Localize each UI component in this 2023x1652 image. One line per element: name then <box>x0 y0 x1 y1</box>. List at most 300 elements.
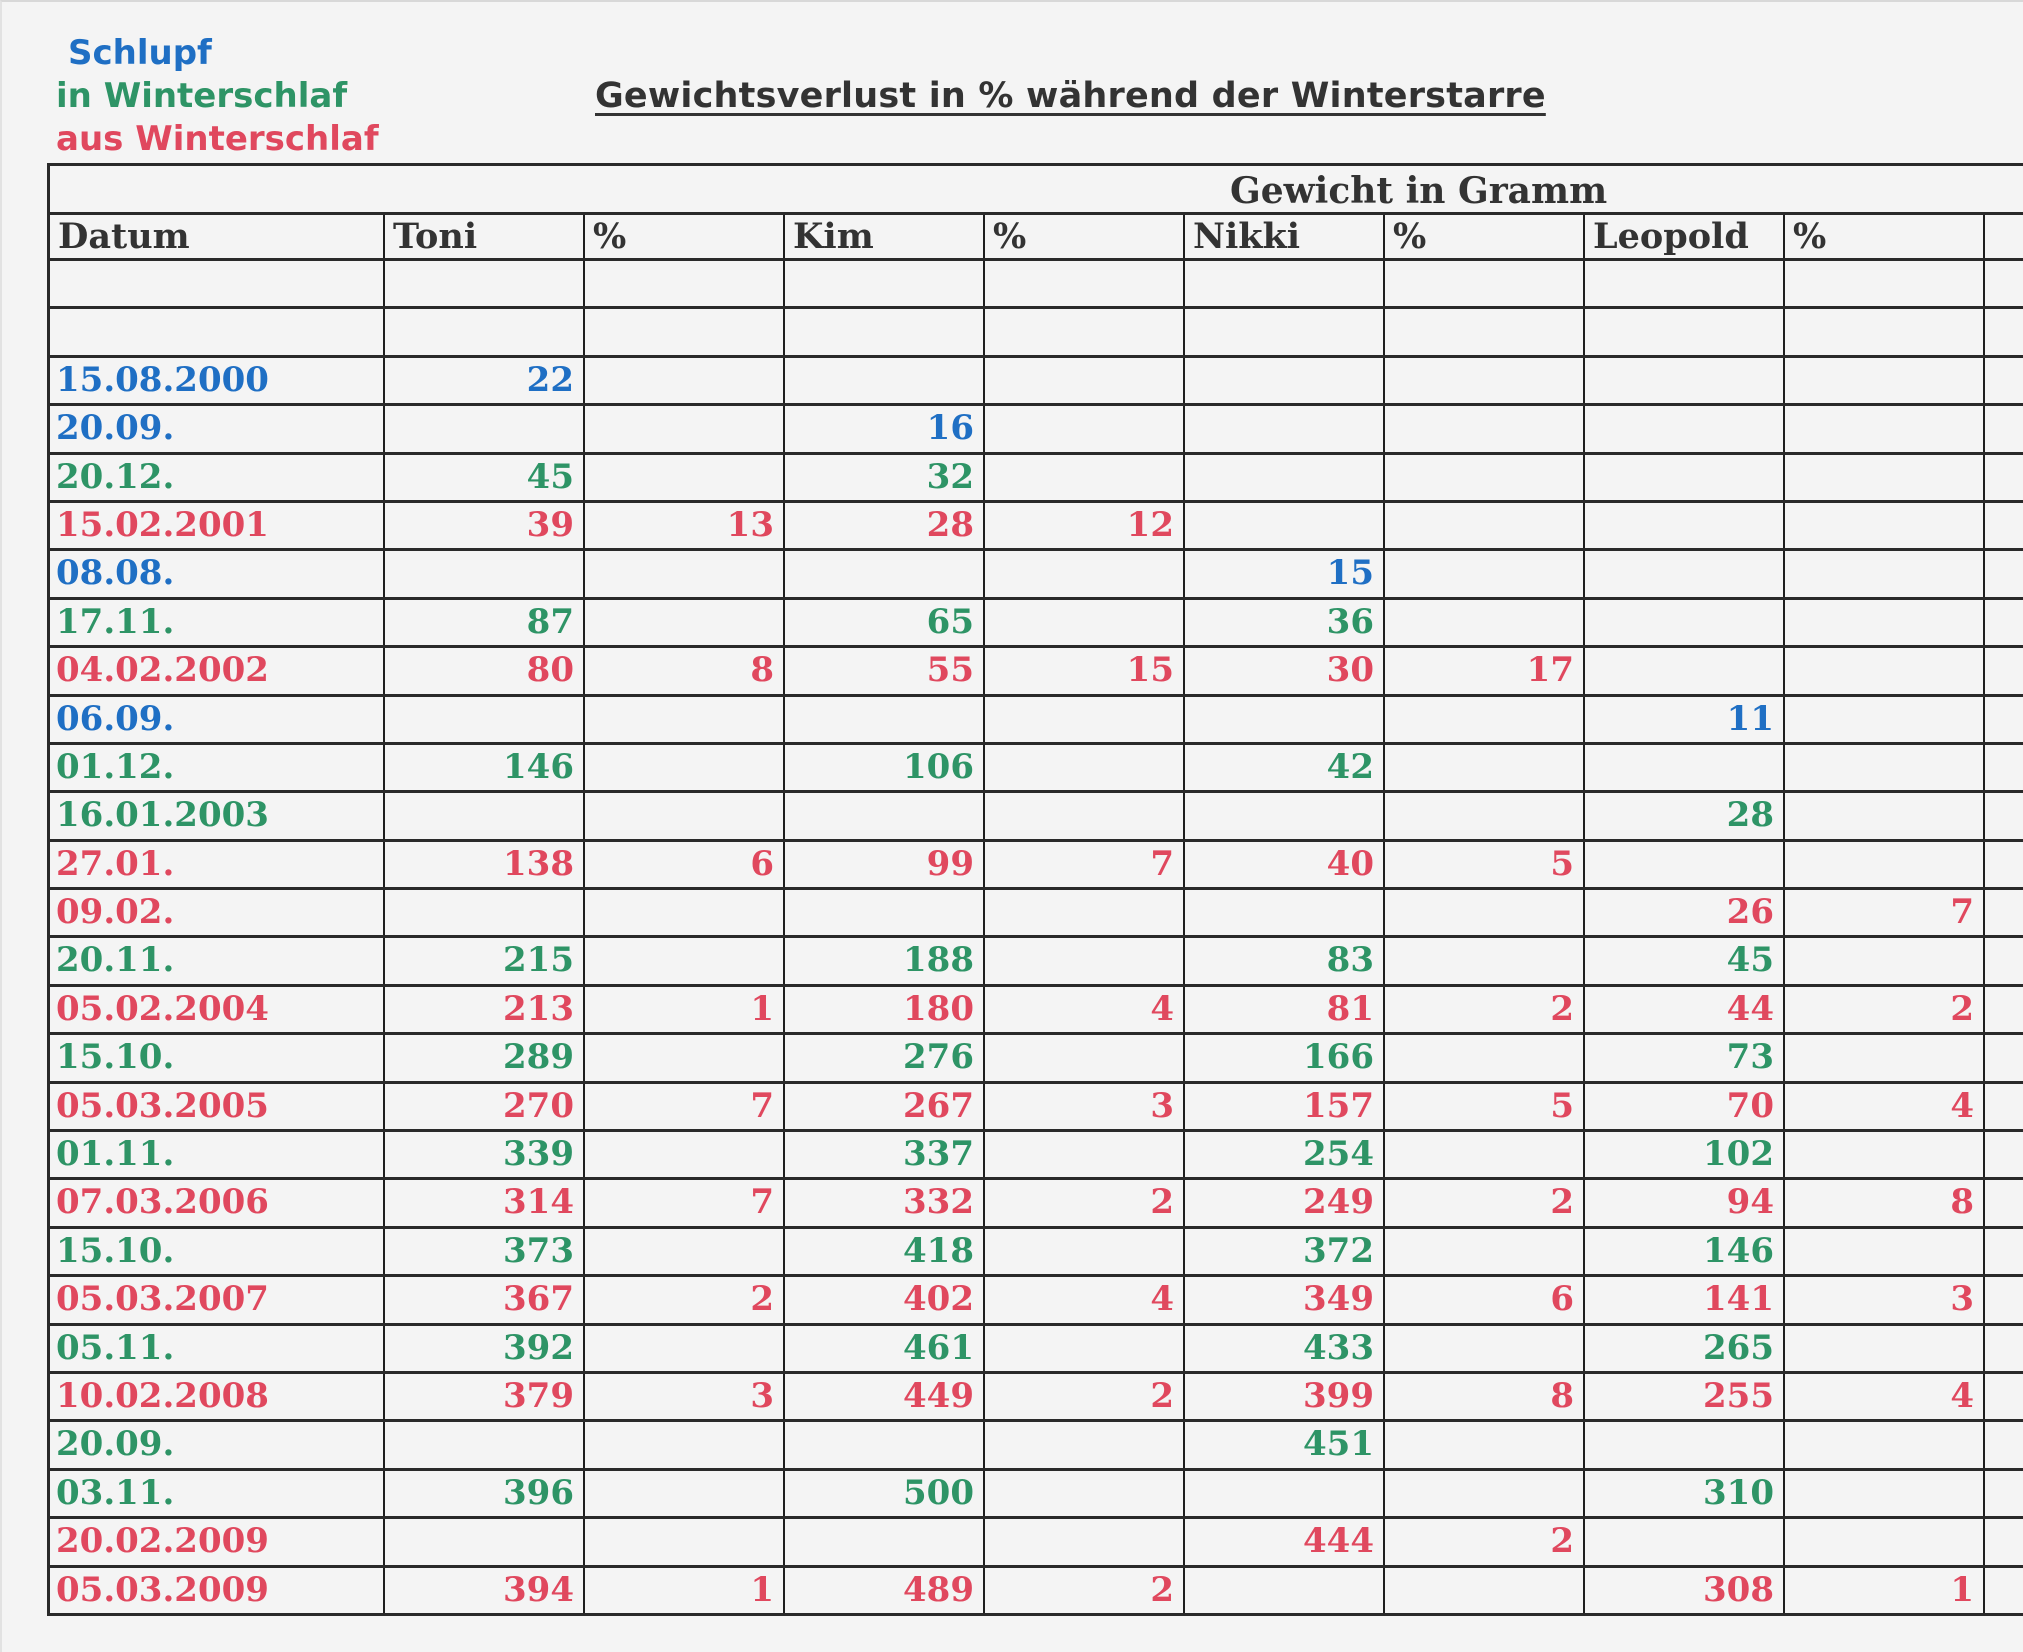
cell-leopold-percent <box>1785 455 1985 500</box>
cell-extra <box>1985 1180 2023 1225</box>
cell-kim-percent <box>985 455 1185 500</box>
cell-kim <box>785 551 985 596</box>
cell-extra <box>1985 1374 2023 1419</box>
cell-toni: 289 <box>385 1035 585 1080</box>
cell-datum: 05.11. <box>50 1326 385 1371</box>
cell-leopold: 146 <box>1585 1229 1785 1274</box>
cell-nikki: 15 <box>1185 551 1385 596</box>
cell-extra <box>1985 745 2023 790</box>
cell-kim-percent <box>985 793 1185 838</box>
cell-extra <box>1985 697 2023 742</box>
cell-extra <box>1985 1568 2023 1613</box>
table-row <box>50 1326 2023 1374</box>
table-row <box>50 1132 2023 1180</box>
cell-leopold-percent: 4 <box>1785 1084 1985 1129</box>
table-header-row <box>50 215 2023 261</box>
cell-toni-percent <box>585 455 785 500</box>
table-row <box>50 309 2023 357</box>
cell-toni-percent: 8 <box>585 648 785 693</box>
cell-kim-percent <box>985 261 1185 306</box>
table-row <box>50 455 2023 503</box>
cell-nikki-percent <box>1385 358 1585 403</box>
cell-leopold-percent: 8 <box>1785 1180 1985 1225</box>
cell-leopold <box>1585 406 1785 451</box>
cell-toni-percent <box>585 1326 785 1371</box>
cell-nikki-percent <box>1385 503 1585 548</box>
cell-datum: 05.02.2004 <box>50 987 385 1032</box>
cell-kim-percent <box>985 309 1185 354</box>
cell-leopold: 94 <box>1585 1180 1785 1225</box>
cell-toni-percent: 1 <box>585 987 785 1032</box>
cell-kim: 418 <box>785 1229 985 1274</box>
cell-toni: 270 <box>385 1084 585 1129</box>
cell-datum: 10.02.2008 <box>50 1374 385 1419</box>
cell-nikki-percent <box>1385 551 1585 596</box>
column-header-kim: Kim <box>785 215 985 258</box>
cell-nikki-percent: 17 <box>1385 648 1585 693</box>
cell-leopold-percent <box>1785 1422 1985 1467</box>
cell-toni <box>385 261 585 306</box>
cell-nikki-percent: 5 <box>1385 1084 1585 1129</box>
cell-toni: 87 <box>385 600 585 645</box>
cell-toni: 392 <box>385 1326 585 1371</box>
cell-toni: 339 <box>385 1132 585 1177</box>
cell-toni-percent <box>585 1519 785 1564</box>
cell-extra <box>1985 261 2023 306</box>
cell-kim: 402 <box>785 1277 985 1322</box>
cell-nikki-percent <box>1385 1568 1585 1613</box>
cell-kim-percent <box>985 697 1185 742</box>
cell-nikki: 40 <box>1185 842 1385 887</box>
cell-leopold: 102 <box>1585 1132 1785 1177</box>
cell-leopold-percent <box>1785 503 1985 548</box>
cell-datum: 17.11. <box>50 600 385 645</box>
cell-extra <box>1985 358 2023 403</box>
cell-nikki-percent <box>1385 745 1585 790</box>
cell-datum: 05.03.2009 <box>50 1568 385 1613</box>
cell-nikki: 30 <box>1185 648 1385 693</box>
table-row <box>50 987 2023 1035</box>
cell-leopold: 70 <box>1585 1084 1785 1129</box>
cell-nikki-percent <box>1385 1326 1585 1371</box>
cell-leopold-percent <box>1785 551 1985 596</box>
cell-kim-percent: 3 <box>985 1084 1185 1129</box>
cell-toni: 394 <box>385 1568 585 1613</box>
cell-extra <box>1985 842 2023 887</box>
cell-nikki <box>1185 455 1385 500</box>
cell-toni: 146 <box>385 745 585 790</box>
cell-leopold-percent: 2 <box>1785 987 1985 1032</box>
cell-datum: 03.11. <box>50 1471 385 1516</box>
cell-toni: 45 <box>385 455 585 500</box>
cell-leopold-percent: 4 <box>1785 1374 1985 1419</box>
cell-kim-percent: 2 <box>985 1374 1185 1419</box>
cell-nikki <box>1185 793 1385 838</box>
cell-nikki: 36 <box>1185 600 1385 645</box>
cell-kim <box>785 697 985 742</box>
cell-toni <box>385 1519 585 1564</box>
cell-leopold <box>1585 1422 1785 1467</box>
cell-leopold: 26 <box>1585 890 1785 935</box>
table-row <box>50 406 2023 454</box>
cell-nikki-percent: 2 <box>1385 987 1585 1032</box>
cell-leopold-percent <box>1785 1035 1985 1080</box>
cell-kim-percent <box>985 1326 1185 1371</box>
cell-toni-percent: 7 <box>585 1084 785 1129</box>
cell-kim <box>785 261 985 306</box>
table-row <box>50 1229 2023 1277</box>
cell-nikki-percent <box>1385 890 1585 935</box>
table-row <box>50 648 2023 696</box>
table-row <box>50 358 2023 406</box>
cell-kim: 99 <box>785 842 985 887</box>
cell-extra <box>1985 890 2023 935</box>
cell-leopold-percent <box>1785 406 1985 451</box>
cell-nikki: 372 <box>1185 1229 1385 1274</box>
cell-toni-percent <box>585 1132 785 1177</box>
cell-toni: 80 <box>385 648 585 693</box>
cell-nikki-percent <box>1385 261 1585 306</box>
table-row <box>50 1277 2023 1325</box>
cell-datum <box>50 261 385 306</box>
cell-toni-percent <box>585 1035 785 1080</box>
cell-kim: 337 <box>785 1132 985 1177</box>
cell-kim-percent <box>985 1471 1185 1516</box>
cell-leopold-percent <box>1785 1326 1985 1371</box>
cell-datum: 20.02.2009 <box>50 1519 385 1564</box>
cell-extra <box>1985 406 2023 451</box>
cell-kim: 332 <box>785 1180 985 1225</box>
table-row <box>50 1519 2023 1567</box>
cell-nikki: 249 <box>1185 1180 1385 1225</box>
cell-extra <box>1985 938 2023 983</box>
table-row <box>50 890 2023 938</box>
column-header-leopold-percent: % <box>1785 215 1985 258</box>
cell-toni-percent: 6 <box>585 842 785 887</box>
cell-kim: 180 <box>785 987 985 1032</box>
cell-nikki-percent: 2 <box>1385 1180 1585 1225</box>
cell-toni <box>385 309 585 354</box>
cell-nikki: 349 <box>1185 1277 1385 1322</box>
cell-nikki-percent <box>1385 697 1585 742</box>
cell-nikki-percent <box>1385 793 1585 838</box>
table-row <box>50 745 2023 793</box>
cell-toni-percent <box>585 697 785 742</box>
column-header-extra <box>1985 215 2023 258</box>
cell-kim-percent: 4 <box>985 987 1185 1032</box>
cell-leopold-percent <box>1785 648 1985 693</box>
cell-toni: 379 <box>385 1374 585 1419</box>
cell-toni <box>385 551 585 596</box>
cell-kim: 267 <box>785 1084 985 1129</box>
cell-nikki <box>1185 1568 1385 1613</box>
cell-kim-percent: 4 <box>985 1277 1185 1322</box>
cell-kim-percent: 2 <box>985 1568 1185 1613</box>
column-header-toni-percent: % <box>585 215 785 258</box>
cell-kim-percent <box>985 1035 1185 1080</box>
cell-leopold <box>1585 309 1785 354</box>
cell-nikki-percent <box>1385 1132 1585 1177</box>
cell-nikki-percent: 8 <box>1385 1374 1585 1419</box>
table-row <box>50 1084 2023 1132</box>
legend-item-in-winterschlaf: in Winterschlaf <box>56 76 348 116</box>
cell-nikki <box>1185 358 1385 403</box>
cell-extra <box>1985 648 2023 693</box>
cell-nikki-percent: 6 <box>1385 1277 1585 1322</box>
column-header-nikki: Nikki <box>1185 215 1385 258</box>
cell-leopold-percent <box>1785 600 1985 645</box>
table-row <box>50 1471 2023 1519</box>
table-row <box>50 697 2023 745</box>
cell-nikki <box>1185 890 1385 935</box>
column-header-nikki-percent: % <box>1385 215 1585 258</box>
cell-nikki <box>1185 406 1385 451</box>
cell-nikki: 83 <box>1185 938 1385 983</box>
cell-extra <box>1985 793 2023 838</box>
cell-extra <box>1985 1326 2023 1371</box>
cell-leopold-percent <box>1785 1519 1985 1564</box>
table-row <box>50 1035 2023 1083</box>
cell-kim: 106 <box>785 745 985 790</box>
cell-extra <box>1985 1519 2023 1564</box>
cell-kim-percent <box>985 600 1185 645</box>
cell-nikki-percent <box>1385 600 1585 645</box>
cell-datum: 07.03.2006 <box>50 1180 385 1225</box>
cell-kim: 276 <box>785 1035 985 1080</box>
cell-kim-percent <box>985 358 1185 403</box>
cell-nikki-percent <box>1385 455 1585 500</box>
cell-datum: 08.08. <box>50 551 385 596</box>
cell-kim-percent <box>985 1132 1185 1177</box>
table-row <box>50 600 2023 648</box>
legend-item-aus-winterschlaf: aus Winterschlaf <box>56 119 379 159</box>
cell-extra <box>1985 987 2023 1032</box>
cell-toni-percent: 2 <box>585 1277 785 1322</box>
cell-toni-percent <box>585 1471 785 1516</box>
cell-toni <box>385 1422 585 1467</box>
group-header-label: Gewicht in Gramm <box>1230 170 1608 212</box>
cell-extra <box>1985 309 2023 354</box>
cell-leopold <box>1585 503 1785 548</box>
cell-datum: 01.12. <box>50 745 385 790</box>
cell-extra <box>1985 1422 2023 1467</box>
cell-datum: 15.08.2000 <box>50 358 385 403</box>
cell-toni-percent <box>585 938 785 983</box>
cell-kim: 449 <box>785 1374 985 1419</box>
cell-leopold <box>1585 1519 1785 1564</box>
cell-leopold: 11 <box>1585 697 1785 742</box>
cell-kim: 188 <box>785 938 985 983</box>
cell-datum: 20.09. <box>50 406 385 451</box>
cell-toni: 373 <box>385 1229 585 1274</box>
cell-leopold: 308 <box>1585 1568 1785 1613</box>
cell-datum: 01.11. <box>50 1132 385 1177</box>
cell-toni: 39 <box>385 503 585 548</box>
color-legend <box>56 32 379 161</box>
cell-nikki <box>1185 697 1385 742</box>
cell-datum: 20.12. <box>50 455 385 500</box>
cell-datum: 09.02. <box>50 890 385 935</box>
cell-toni-percent <box>585 793 785 838</box>
document-title: Gewichtsverlust in % während der Winterstarre <box>595 76 1546 116</box>
cell-kim: 65 <box>785 600 985 645</box>
table-row <box>50 261 2023 309</box>
weight-table <box>47 163 2023 1616</box>
table-row <box>50 1374 2023 1422</box>
cell-leopold: 141 <box>1585 1277 1785 1322</box>
cell-toni <box>385 406 585 451</box>
cell-extra <box>1985 600 2023 645</box>
cell-nikki <box>1185 261 1385 306</box>
cell-datum: 27.01. <box>50 842 385 887</box>
cell-extra <box>1985 1035 2023 1080</box>
cell-leopold <box>1585 551 1785 596</box>
cell-kim <box>785 890 985 935</box>
cell-extra <box>1985 503 2023 548</box>
cell-nikki-percent <box>1385 1471 1585 1516</box>
cell-toni-percent: 13 <box>585 503 785 548</box>
cell-extra <box>1985 1277 2023 1322</box>
cell-datum <box>50 309 385 354</box>
cell-leopold-percent <box>1785 793 1985 838</box>
cell-leopold-percent: 7 <box>1785 890 1985 935</box>
cell-leopold-percent <box>1785 309 1985 354</box>
cell-leopold-percent <box>1785 358 1985 403</box>
cell-toni-percent <box>585 600 785 645</box>
cell-kim-percent: 12 <box>985 503 1185 548</box>
cell-toni-percent <box>585 261 785 306</box>
cell-datum: 16.01.2003 <box>50 793 385 838</box>
cell-nikki: 399 <box>1185 1374 1385 1419</box>
cell-kim-percent: 7 <box>985 842 1185 887</box>
cell-toni <box>385 793 585 838</box>
cell-nikki-percent <box>1385 309 1585 354</box>
cell-toni: 396 <box>385 1471 585 1516</box>
cell-nikki-percent <box>1385 1035 1585 1080</box>
cell-toni-percent <box>585 309 785 354</box>
cell-nikki <box>1185 309 1385 354</box>
cell-extra <box>1985 1132 2023 1177</box>
cell-leopold <box>1585 745 1785 790</box>
cell-nikki-percent <box>1385 1422 1585 1467</box>
cell-toni: 138 <box>385 842 585 887</box>
cell-leopold-percent <box>1785 1229 1985 1274</box>
cell-datum: 05.03.2005 <box>50 1084 385 1129</box>
column-header-kim-percent: % <box>985 215 1185 258</box>
cell-nikki: 42 <box>1185 745 1385 790</box>
cell-nikki-percent: 5 <box>1385 842 1585 887</box>
cell-extra <box>1985 1471 2023 1516</box>
cell-datum: 15.02.2001 <box>50 503 385 548</box>
cell-kim-percent: 15 <box>985 648 1185 693</box>
cell-nikki-percent <box>1385 406 1585 451</box>
table-row <box>50 1422 2023 1470</box>
cell-toni-percent: 3 <box>585 1374 785 1419</box>
cell-leopold <box>1585 358 1785 403</box>
cell-kim <box>785 309 985 354</box>
cell-toni-percent: 7 <box>585 1180 785 1225</box>
cell-nikki-percent <box>1385 938 1585 983</box>
table-row <box>50 503 2023 551</box>
cell-kim: 28 <box>785 503 985 548</box>
cell-toni: 314 <box>385 1180 585 1225</box>
cell-leopold: 255 <box>1585 1374 1785 1419</box>
cell-leopold-percent <box>1785 842 1985 887</box>
column-header-leopold: Leopold <box>1585 215 1785 258</box>
cell-toni: 22 <box>385 358 585 403</box>
cell-toni-percent <box>585 551 785 596</box>
cell-toni-percent <box>585 358 785 403</box>
cell-kim <box>785 358 985 403</box>
cell-datum: 04.02.2002 <box>50 648 385 693</box>
cell-leopold: 73 <box>1585 1035 1785 1080</box>
cell-toni <box>385 890 585 935</box>
cell-kim-percent <box>985 551 1185 596</box>
cell-kim: 500 <box>785 1471 985 1516</box>
cell-nikki: 166 <box>1185 1035 1385 1080</box>
cell-toni-percent <box>585 890 785 935</box>
cell-kim: 55 <box>785 648 985 693</box>
cell-kim: 32 <box>785 455 985 500</box>
cell-datum: 15.10. <box>50 1229 385 1274</box>
cell-kim: 461 <box>785 1326 985 1371</box>
cell-nikki-percent: 2 <box>1385 1519 1585 1564</box>
table-row <box>50 842 2023 890</box>
cell-extra <box>1985 1084 2023 1129</box>
cell-leopold <box>1585 261 1785 306</box>
cell-leopold-percent <box>1785 745 1985 790</box>
cell-kim-percent <box>985 938 1185 983</box>
cell-leopold-percent: 3 <box>1785 1277 1985 1322</box>
table-row <box>50 793 2023 841</box>
cell-kim-percent <box>985 890 1185 935</box>
cell-toni-percent <box>585 1422 785 1467</box>
column-header-toni: Toni <box>385 215 585 258</box>
table-row <box>50 1568 2023 1616</box>
cell-toni-percent: 1 <box>585 1568 785 1613</box>
cell-leopold-percent <box>1785 938 1985 983</box>
cell-toni-percent <box>585 406 785 451</box>
cell-datum: 15.10. <box>50 1035 385 1080</box>
legend-item-schlupf: Schlupf <box>68 33 212 73</box>
cell-datum: 20.11. <box>50 938 385 983</box>
cell-nikki: 433 <box>1185 1326 1385 1371</box>
cell-kim-percent <box>985 406 1185 451</box>
cell-nikki: 81 <box>1185 987 1385 1032</box>
cell-nikki: 157 <box>1185 1084 1385 1129</box>
cell-leopold: 28 <box>1585 793 1785 838</box>
cell-nikki-percent <box>1385 1229 1585 1274</box>
cell-toni: 367 <box>385 1277 585 1322</box>
cell-kim: 16 <box>785 406 985 451</box>
cell-datum: 20.09. <box>50 1422 385 1467</box>
cell-nikki: 444 <box>1185 1519 1385 1564</box>
cell-kim-percent: 2 <box>985 1180 1185 1225</box>
cell-nikki: 254 <box>1185 1132 1385 1177</box>
cell-leopold: 265 <box>1585 1326 1785 1371</box>
cell-leopold: 310 <box>1585 1471 1785 1516</box>
cell-kim-percent <box>985 1519 1185 1564</box>
cell-extra <box>1985 1229 2023 1274</box>
cell-leopold-percent <box>1785 1471 1985 1516</box>
cell-nikki <box>1185 1471 1385 1516</box>
table-group-header <box>50 166 2023 215</box>
cell-leopold-percent <box>1785 261 1985 306</box>
cell-kim <box>785 1519 985 1564</box>
cell-kim-percent <box>985 1229 1185 1274</box>
cell-datum: 06.09. <box>50 697 385 742</box>
cell-extra <box>1985 455 2023 500</box>
